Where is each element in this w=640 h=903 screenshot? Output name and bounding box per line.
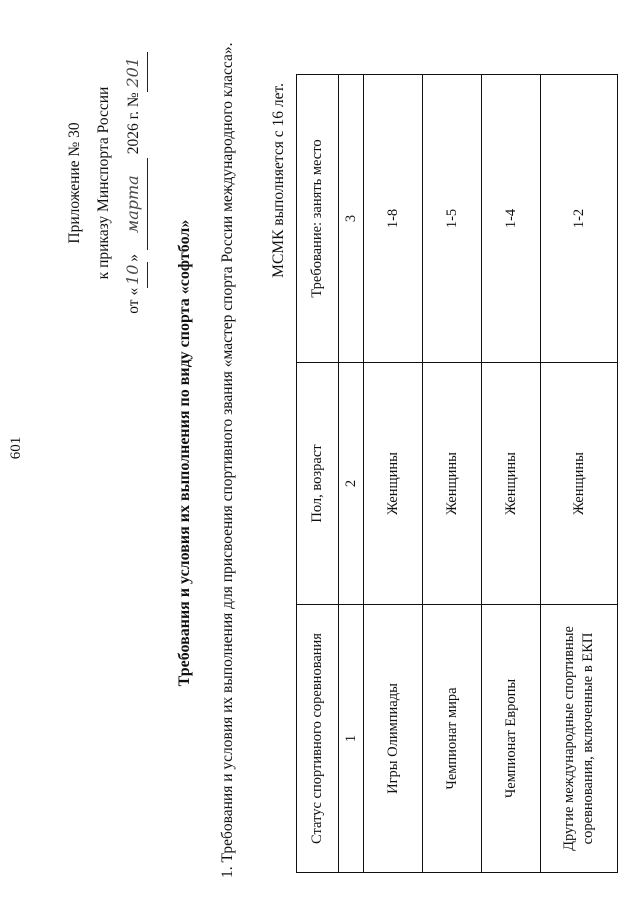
document-title: Требования и условия их выполнения по виду спорта «софтбол» [176, 219, 193, 687]
header-place: Требование: занять место [297, 75, 339, 363]
table-row [482, 75, 541, 873]
cell-place: 1-8 [364, 75, 423, 363]
requirements-table [296, 74, 618, 873]
date-year: 2026 г. № [125, 92, 142, 155]
cell-gender: Женщины [482, 363, 541, 605]
table-header-row [297, 75, 339, 873]
table-row [423, 75, 482, 873]
date-number: 201 [118, 52, 148, 92]
column-number: 3 [339, 75, 364, 363]
date-day: 10 [118, 262, 148, 288]
column-number: 2 [339, 363, 364, 605]
date-prefix: от « [125, 287, 142, 314]
table-row [541, 75, 618, 873]
cell-place: 1-5 [423, 75, 482, 363]
cell-gender: Женщины [364, 363, 423, 605]
date-month: марта [118, 158, 148, 250]
cell-place: 1-4 [482, 75, 541, 363]
cell-status: Другие международные спортивные соревнования, включенные в ЕКП [541, 605, 618, 873]
date-mid: » [125, 254, 142, 262]
column-number-row [339, 75, 364, 873]
cell-place: 1-2 [541, 75, 618, 363]
age-note: МСМК выполняется с 16 лет. [270, 83, 287, 278]
cell-gender: Женщины [541, 363, 618, 605]
cell-status: Чемпионат мира [423, 605, 482, 873]
appendix-date-line [118, 33, 148, 333]
page-number: 601 [8, 436, 24, 460]
cell-gender: Женщины [423, 363, 482, 605]
cell-status: Чемпионат Европы [482, 605, 541, 873]
appendix-title: Приложение № 30 [66, 122, 83, 244]
appendix-header [60, 33, 148, 333]
column-number: 1 [339, 605, 364, 873]
intro-paragraph: 1. Требования и условия их выполнения для присвоения спортивного звания «мастер спорта России международного класса». [219, 42, 236, 878]
table-row [364, 75, 423, 873]
appendix-order-line: к приказу Минспорта России [95, 86, 112, 280]
header-status: Статус спортивного соревнования [297, 605, 339, 873]
header-gender-age: Пол, возраст [297, 363, 339, 605]
cell-status: Игры Олимпиады [364, 605, 423, 873]
